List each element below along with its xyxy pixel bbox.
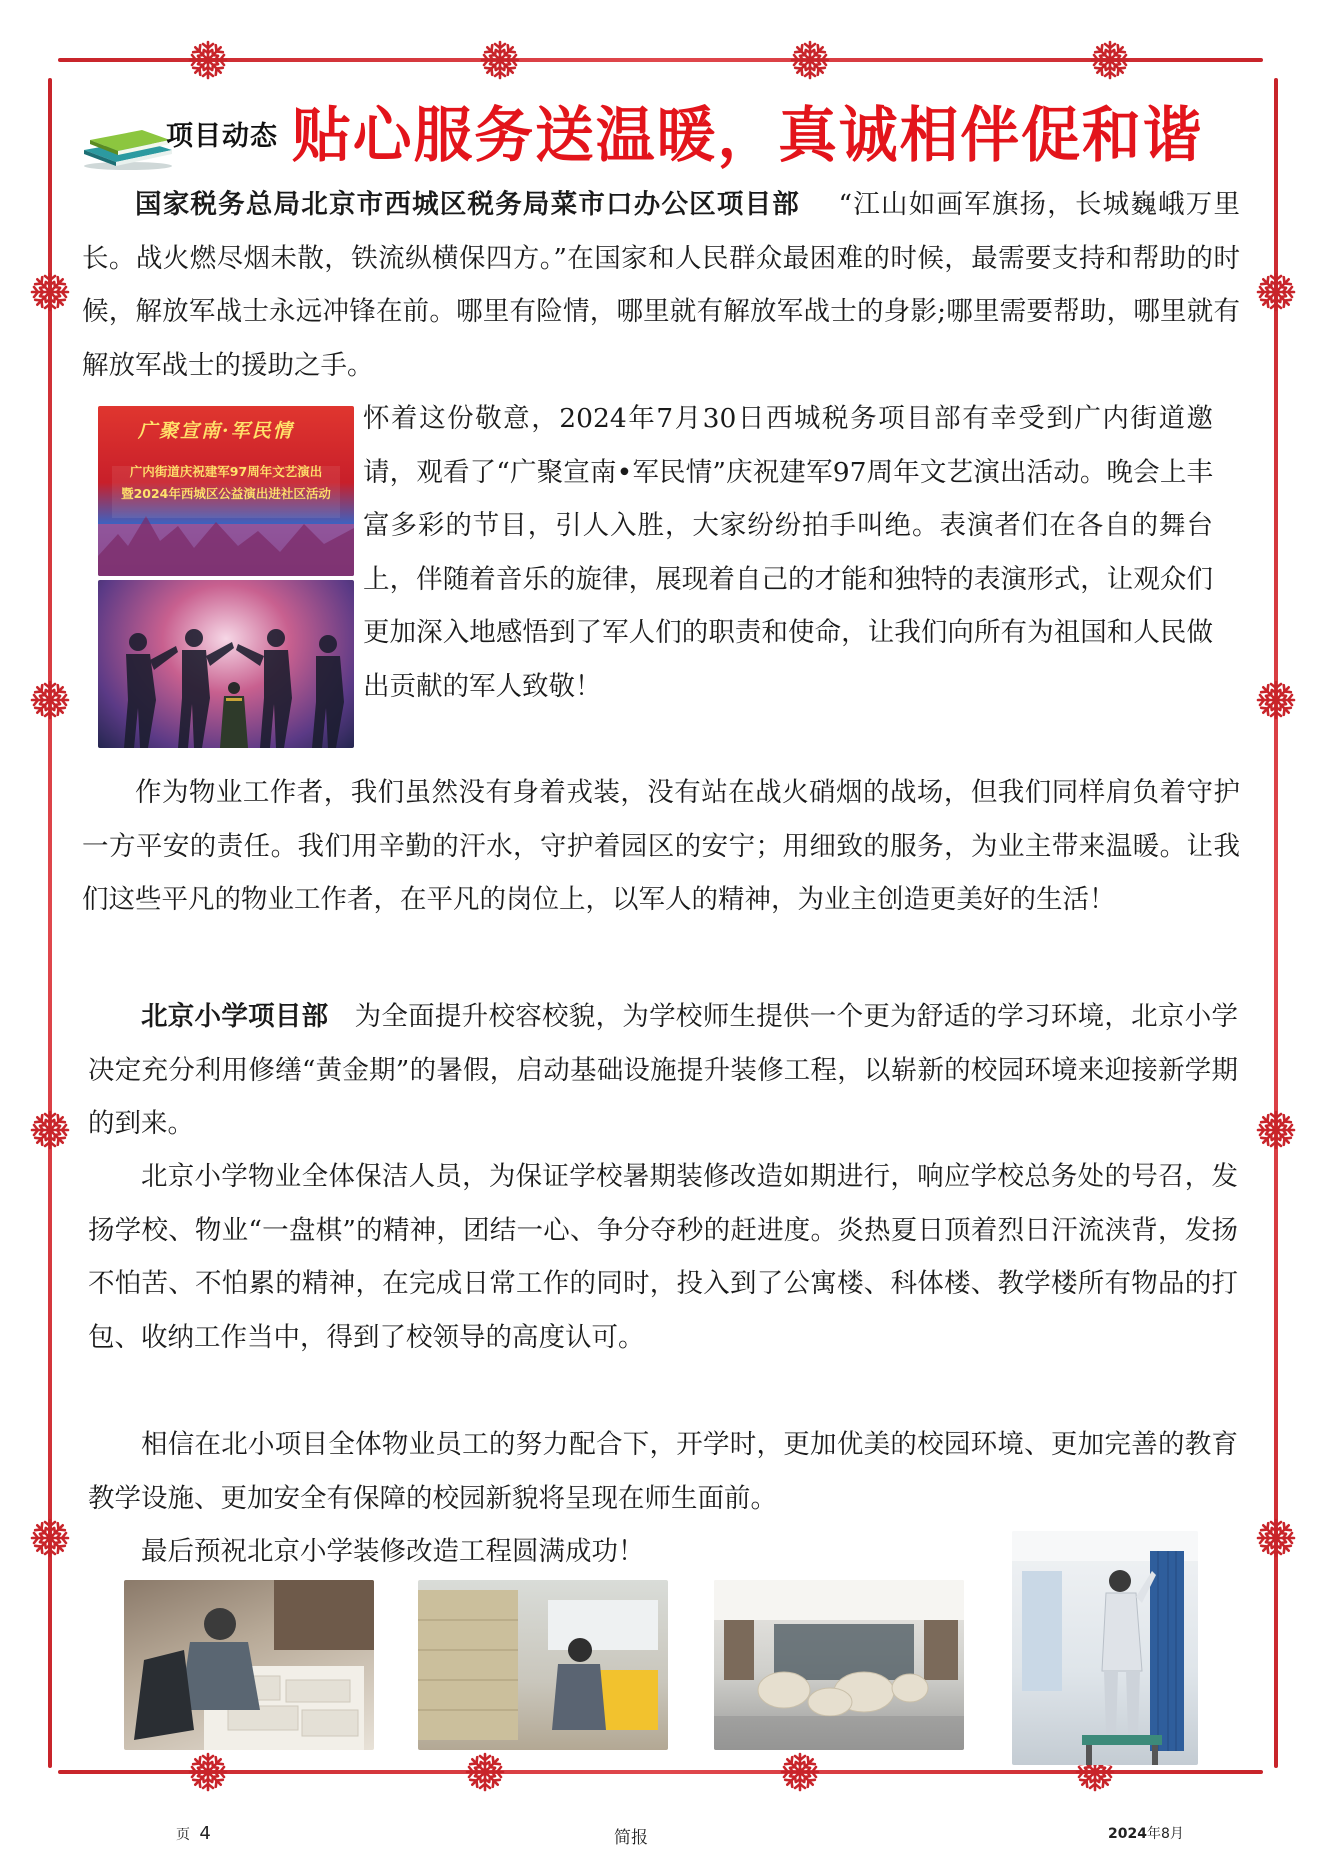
- photo-hallway-bundles: [714, 1580, 964, 1750]
- snowflake-ornament-icon: [780, 1752, 820, 1792]
- article1-closing: 作为物业工作者，我们虽然没有身着戎装，没有站在战火硝烟的战场，但我们同样肩负着守护一方平安的责任。我们用辛勤的汗水，守护着园区的安宁；用细致的服务，为业主带来温暖。让我们这些平凡的物业工作者，在平凡的岗位上，以军人的精神，为业主创造更美好的生活！: [82, 777, 1240, 915]
- article2-intro: [88, 990, 1238, 1151]
- photo-cleaning-curtains: [1012, 1531, 1198, 1765]
- snowflake-ornament-icon: [30, 272, 70, 312]
- snowflake-ornament-icon: [790, 40, 830, 80]
- article1-intro-text: “江山如画军旗扬，长城巍峨万里长。战火燃尽烟未散，铁流纵横保四方。”在国家和人民群众最困难的时候，最需要支持和帮助的时候，解放军战士永远冲锋在前。哪里有险情，哪里就有解放军战士的身影;哪里需要帮助，哪里就有解放军战士的援助之手。: [82, 189, 1240, 381]
- snowflake-ornament-icon: [1256, 680, 1296, 720]
- article1-lead: 国家税务总局北京市西城区税务局菜市口办公区项目部: [135, 189, 800, 220]
- article2-paragraph-4: 最后预祝北京小学装修改造工程圆满成功！: [141, 1536, 645, 1567]
- article1-intro: [82, 178, 1240, 392]
- footer-date-year: 2024: [1108, 1826, 1147, 1842]
- snowflake-ornament-icon: [188, 40, 228, 80]
- snowflake-ornament-icon: [1256, 1110, 1296, 1150]
- photo-packing-linens: [124, 1580, 374, 1750]
- footer-title: 简报: [614, 1828, 648, 1848]
- footer-page-num: 4: [199, 1823, 211, 1844]
- photo-stacking-boxes: [418, 1580, 668, 1750]
- article2-lead: 北京小学项目部: [141, 1001, 329, 1032]
- article2-paragraph-2: 北京小学物业全体保洁人员，为保证学校暑期装修改造如期进行，响应学校总务处的号召，发扬学校、物业“一盘棋”的精神，团结一心、争分夺秒的赶进度。炎热夏日顶着烈日汗流浃背，发扬不怕苦、不怕累的精神，在完成日常工作的同时，投入到了公寓楼、科体楼、教学楼所有物品的打包、收纳工作当中，得到了校领导的高度认可。: [88, 1161, 1238, 1353]
- snowflake-ornament-icon: [465, 1752, 505, 1792]
- footer-date: [1108, 1823, 1184, 1843]
- snowflake-ornament-icon: [30, 1110, 70, 1150]
- article1-event: 怀着这份敬意，2024年7月30日西城税务项目部有幸受到广内街道邀请，观看了“广聚宣南•军民情”庆祝建军97周年文艺演出活动。晚会上丰富多彩的节目，引人入胜，大家纷纷拍手叫绝。表演者们在各自的舞台上，伴随着音乐的旋律，展现着自己的才能和独特的表演形式，让观众们更加深入地感悟到了军人们的职责和使命，让我们向所有为祖国和人民做出贡献的军人致敬！: [363, 403, 1213, 702]
- snowflake-ornament-icon: [1090, 40, 1130, 80]
- books-icon: [80, 120, 176, 170]
- footer-page-number: [176, 1823, 211, 1844]
- snowflake-ornament-icon: [480, 40, 520, 80]
- article2-intro-text: 为全面提升校容校貌，为学校师生提供一个更为舒适的学习环境，北京小学决定充分利用修缮“黄金期”的暑假，启动基础设施提升装修工程，以崭新的校园环境来迎接新学期的到来。: [88, 1001, 1238, 1139]
- snowflake-ornament-icon: [188, 1752, 228, 1792]
- snowflake-ornament-icon: [30, 680, 70, 720]
- poster-title: 广聚宣南·军民情: [138, 420, 294, 442]
- poster-line-1: 广内街道庆祝建军97周年文艺演出: [129, 464, 323, 479]
- snowflake-ornament-icon: [30, 1518, 70, 1558]
- event-poster-image: [98, 406, 354, 576]
- snowflake-ornament-icon: [1256, 1518, 1296, 1558]
- article2-paragraph-3: 相信在北小项目全体物业员工的努力配合下，开学时，更加优美的校园环境、更加完善的教育教学设施、更加安全有保障的校园新貌将呈现在师生面前。: [88, 1429, 1238, 1514]
- performance-stage-image: [98, 580, 354, 748]
- section-label: 项目动态: [166, 121, 278, 152]
- snowflake-ornament-icon: [1256, 272, 1296, 312]
- poster-line-2: 暨2024年西城区公益演出进社区活动: [121, 486, 331, 501]
- page-headline: 贴心服务送温暖，真诚相伴促和谐: [292, 101, 1204, 171]
- footer-page-prefix: 页: [176, 1827, 190, 1843]
- footer-date-month: 年8月: [1146, 1826, 1184, 1842]
